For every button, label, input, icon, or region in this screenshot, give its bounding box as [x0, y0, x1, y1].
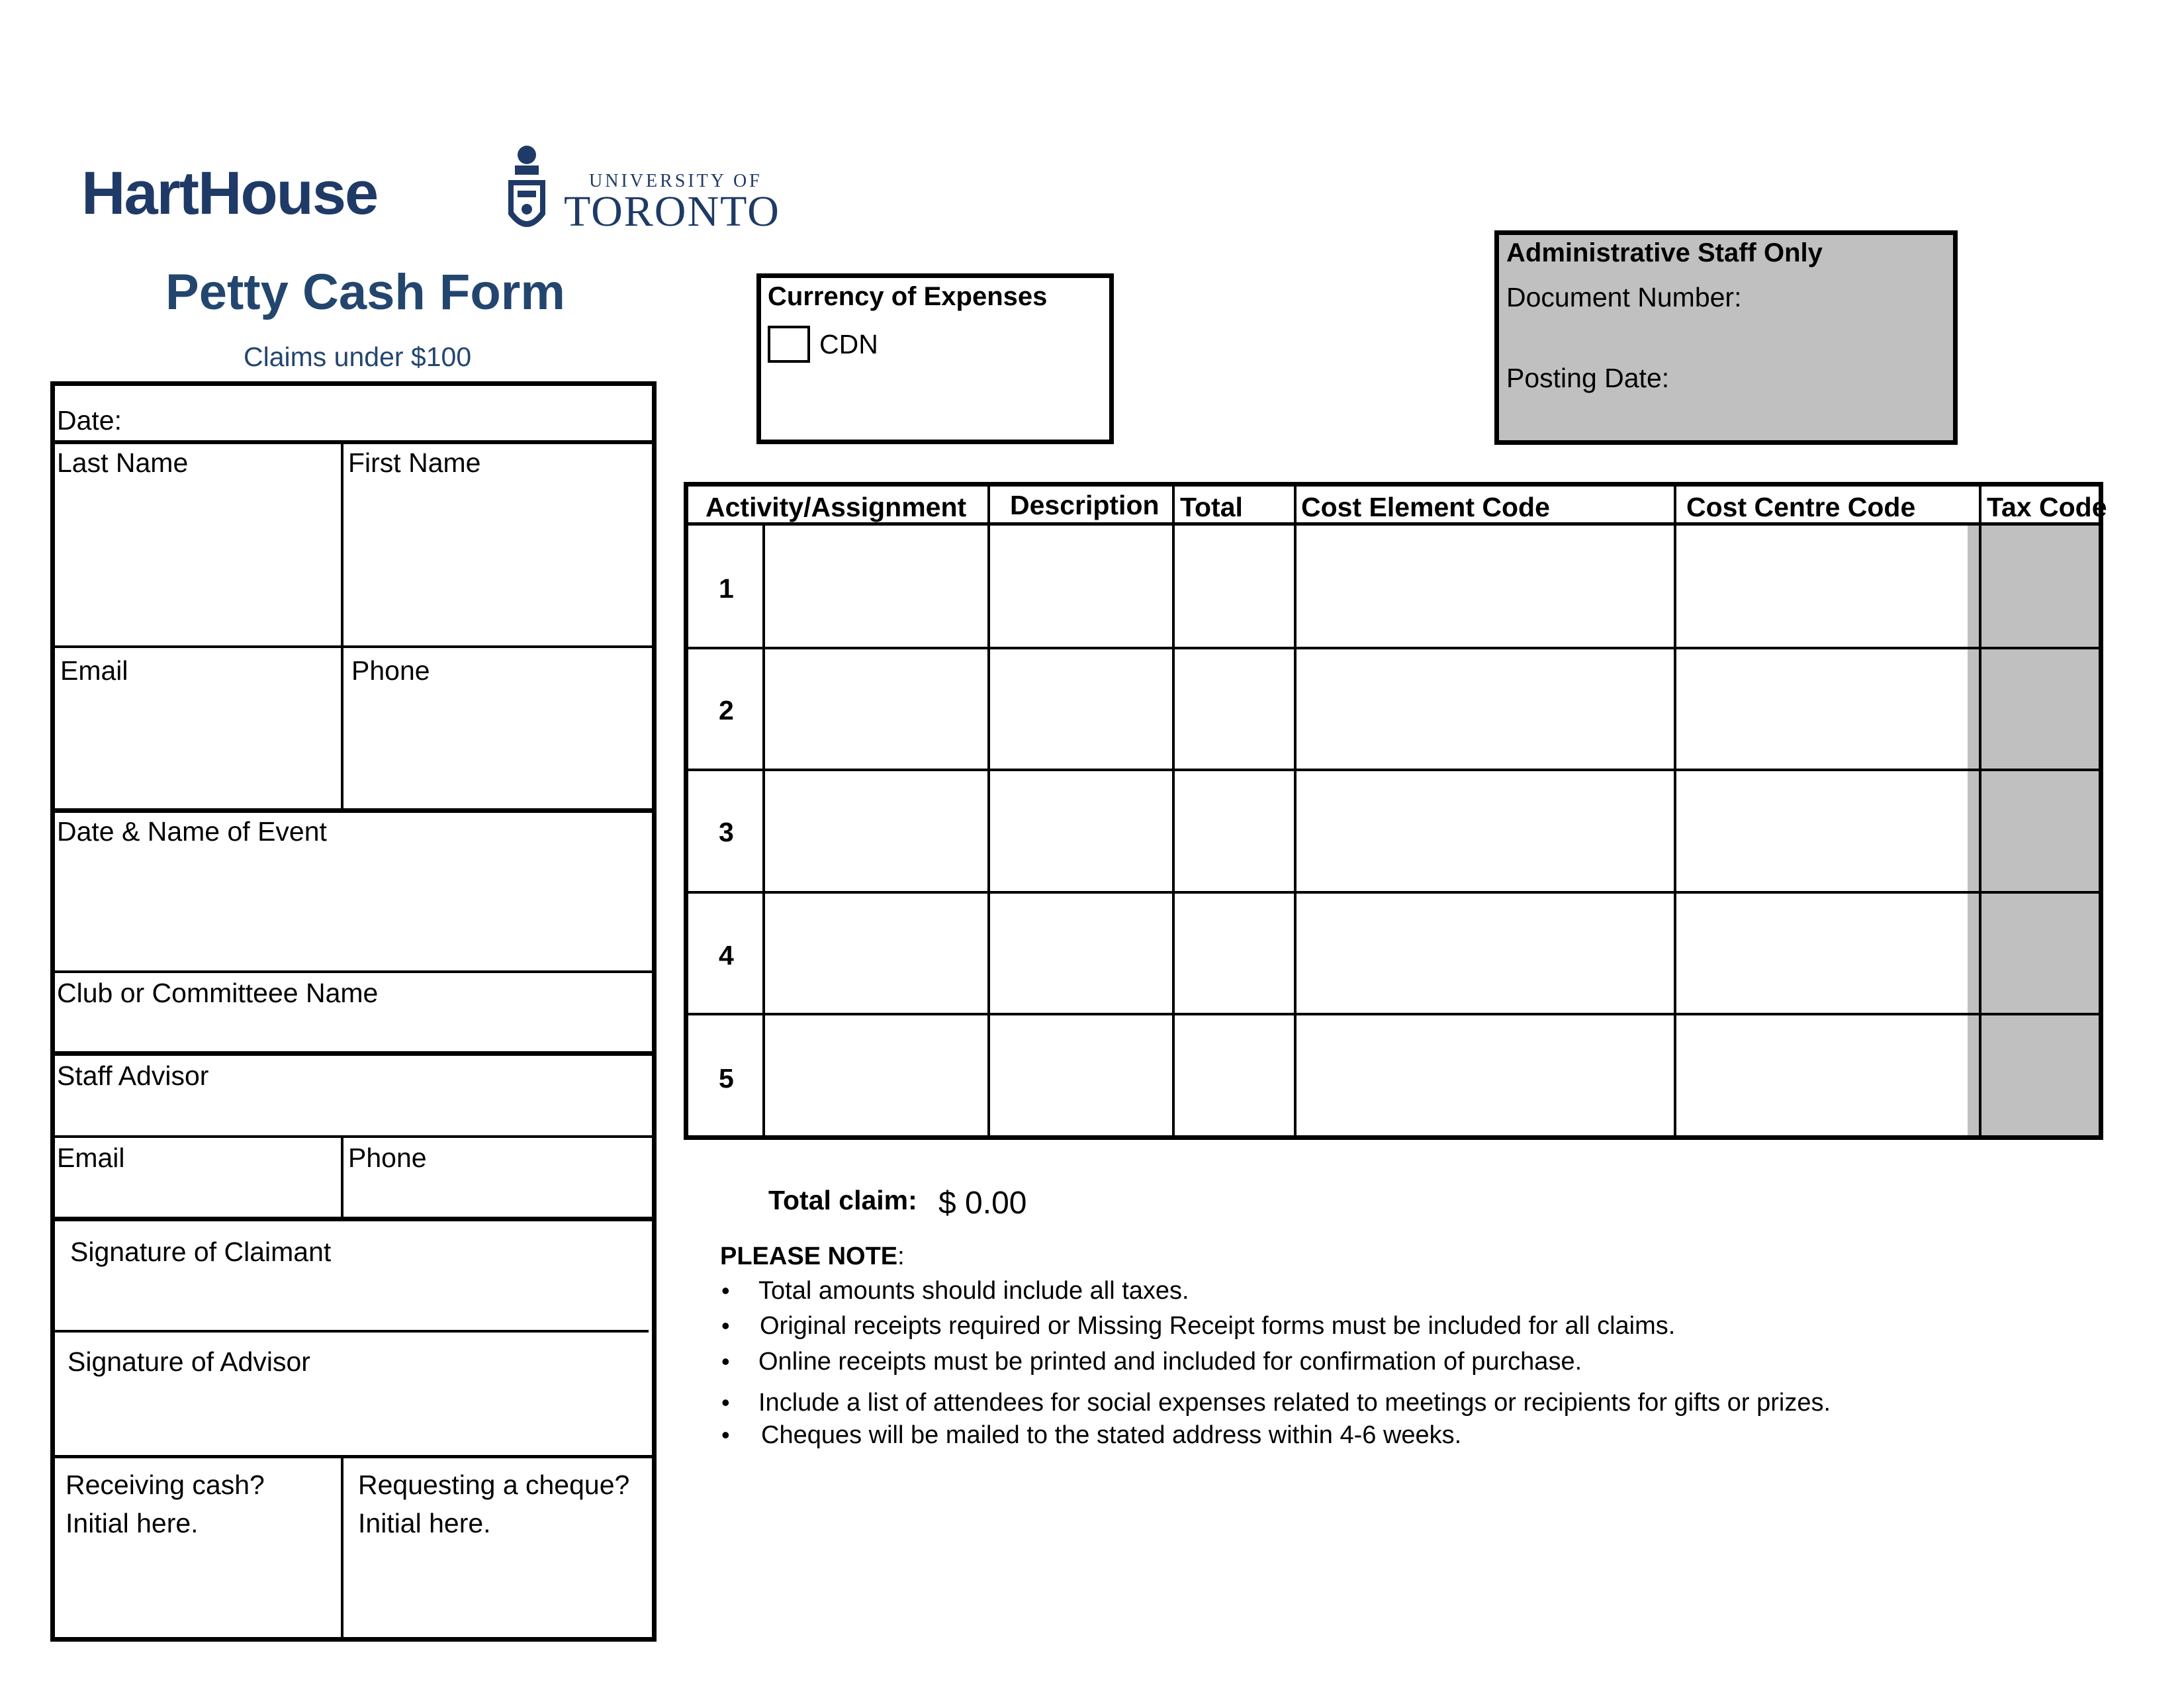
advisor-email-field[interactable]: Email — [57, 1143, 125, 1173]
harthouse-logo: HartHouse — [81, 160, 378, 227]
requesting-cheque-initial[interactable]: Initial here. — [358, 1508, 491, 1538]
cdn-label: CDN — [819, 329, 878, 359]
bullet-icon: • — [721, 1389, 730, 1416]
note-item: Include a list of attendees for social expenses related to meetings or recipients for gifts or prizes. — [758, 1389, 1831, 1417]
header-activity: Activity/Assignment — [705, 492, 967, 522]
club-field[interactable]: Club or Committeee Name — [57, 978, 379, 1008]
phone-field[interactable]: Phone — [351, 655, 430, 686]
table-col-divider — [1294, 487, 1297, 1135]
divider — [50, 1330, 649, 1333]
table-row-divider — [688, 891, 2099, 894]
uoft-university-of: UNIVERSITY OF — [589, 171, 762, 191]
last-name-field[interactable]: Last Name — [57, 447, 189, 478]
requesting-cheque-label: Requesting a cheque? — [358, 1470, 630, 1500]
divider — [341, 1137, 343, 1219]
row-number: 5 — [719, 1063, 734, 1094]
notes-heading-text: PLEASE NOTE — [720, 1243, 898, 1270]
header-description: Description — [1010, 490, 1160, 520]
table-col-divider — [1674, 487, 1676, 1135]
document-number-field[interactable]: Document Number: — [1506, 282, 1742, 312]
bullet-icon: • — [721, 1312, 730, 1339]
note-item: Online receipts must be printed and included for confirmation of purchase. — [758, 1348, 1582, 1376]
admin-title: Administrative Staff Only — [1506, 238, 1823, 267]
row-number: 2 — [719, 695, 734, 726]
row-number: 1 — [719, 573, 734, 604]
first-name-field[interactable]: First Name — [348, 447, 481, 478]
table-col-divider — [987, 487, 990, 1135]
header-total: Total — [1180, 492, 1243, 522]
page-title: Petty Cash Form — [165, 264, 565, 320]
claimant-signature-field[interactable]: Signature of Claimant — [70, 1237, 332, 1267]
notes-heading-colon: : — [897, 1243, 905, 1270]
divider — [341, 1457, 343, 1637]
event-field[interactable]: Date & Name of Event — [57, 816, 327, 847]
divider — [341, 444, 343, 810]
email-field[interactable]: Email — [60, 655, 128, 686]
divider — [50, 440, 657, 444]
table-row-divider — [688, 1013, 2099, 1015]
uoft-toronto: TORONTO — [564, 187, 780, 236]
page-subtitle: Claims under $100 — [244, 342, 472, 372]
note-item: Cheques will be mailed to the stated address within 4-6 weeks. — [761, 1421, 1462, 1449]
advisor-phone-field[interactable]: Phone — [348, 1143, 427, 1173]
posting-date-field[interactable]: Posting Date: — [1506, 363, 1670, 393]
divider — [50, 1051, 657, 1056]
divider — [50, 1217, 657, 1221]
header-tax-code: Tax Code — [1987, 492, 2107, 522]
divider — [50, 1455, 657, 1458]
bullet-icon: • — [721, 1348, 730, 1375]
divider — [50, 970, 657, 973]
note-item: Total amounts should include all taxes. — [758, 1277, 1189, 1305]
advisor-signature-field[interactable]: Signature of Advisor — [68, 1346, 310, 1377]
date-field[interactable]: Date: — [57, 405, 122, 436]
divider — [50, 1135, 657, 1138]
claimant-info-form — [50, 381, 657, 1642]
bullet-icon: • — [721, 1421, 730, 1448]
receiving-cash-initial[interactable]: Initial here. — [66, 1508, 199, 1538]
expense-table — [684, 482, 2103, 1140]
staff-advisor-field[interactable]: Staff Advisor — [57, 1060, 209, 1091]
cdn-checkbox[interactable] — [768, 326, 810, 363]
row-number: 3 — [719, 817, 734, 847]
total-claim-value: $ 0.00 — [938, 1186, 1027, 1221]
crest-icon — [503, 140, 551, 241]
row-number: 4 — [719, 940, 734, 970]
notes-heading — [720, 1243, 905, 1271]
divider — [50, 808, 657, 813]
receiving-cash-label: Receiving cash? — [66, 1470, 265, 1500]
currency-title: Currency of Expenses — [768, 282, 1048, 311]
table-row-divider — [688, 647, 2099, 649]
note-item: Original receipts required or Missing Receipt forms must be included for all claims. — [760, 1312, 1676, 1340]
header-cost-centre: Cost Centre Code — [1686, 492, 1916, 522]
bullet-icon: • — [721, 1277, 730, 1304]
table-col-divider — [762, 524, 765, 1135]
header-cost-element: Cost Element Code — [1301, 492, 1550, 522]
table-col-divider — [1172, 487, 1175, 1135]
table-col-divider — [1979, 487, 1981, 1135]
total-claim-label: Total claim: — [768, 1185, 917, 1215]
divider — [50, 645, 657, 648]
table-row-divider — [688, 769, 2099, 771]
